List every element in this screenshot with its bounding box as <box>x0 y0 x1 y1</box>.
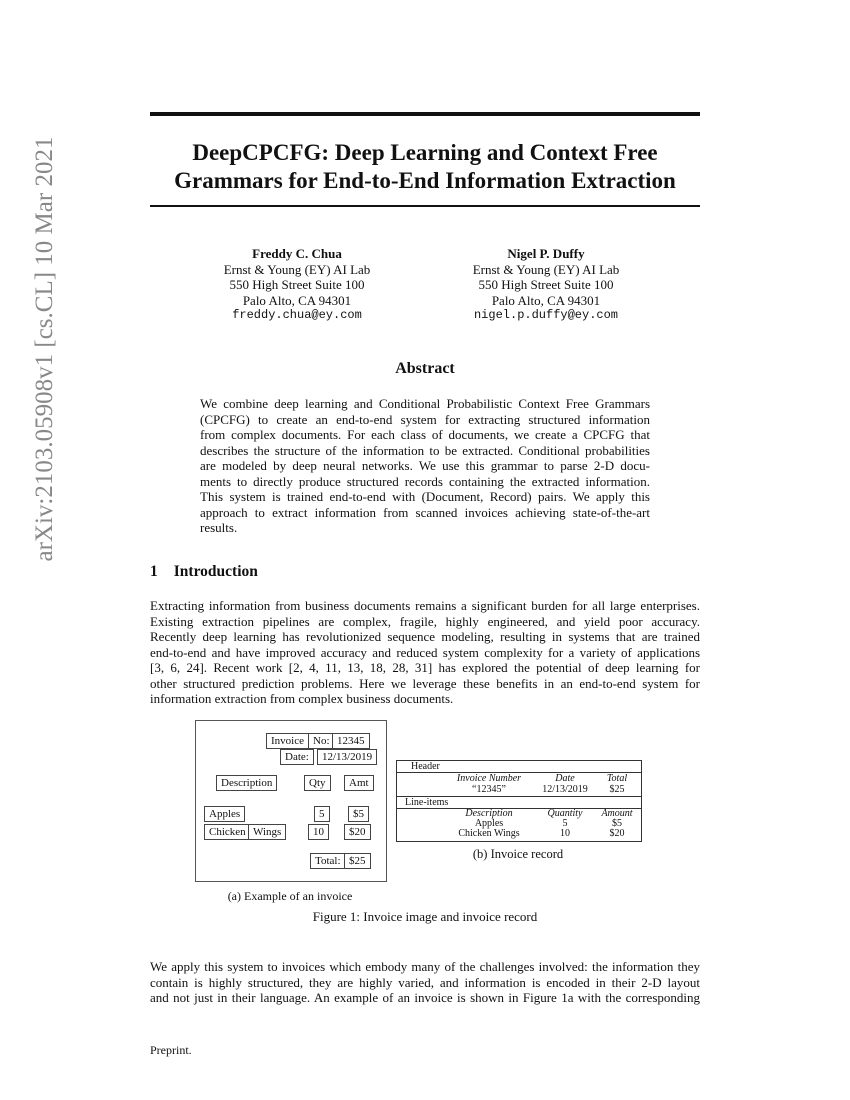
token-box: No: <box>308 733 335 749</box>
cell: Apples <box>474 818 504 829</box>
text-line: contain is highly structured, they are highly varied, and information is encoded in their 2-D layout <box>150 974 700 990</box>
text-line: [3, 6, 24]. Recent work [2, 4, 11, 13, 18, 28, 31] has explored the potential of deep learning for <box>150 660 700 675</box>
author-2 <box>446 246 646 324</box>
column-header: Description <box>465 808 513 819</box>
record-lineitems-label: Line-items <box>405 797 449 808</box>
top-rule <box>150 112 700 116</box>
cell: 10 <box>560 828 570 839</box>
section-title: Introduction <box>173 563 258 580</box>
cell: $25 <box>609 784 625 795</box>
text-line: approach to extract information from scanned invoices achieving state-of-the-art <box>200 504 650 520</box>
text-line: Recently deep learning has revolutionized sequence modeling, resulting in systems that are trained <box>150 629 700 644</box>
record-header-label: Header <box>411 761 440 772</box>
text-line: Existing extraction pipelines are complex, fragile, highly engineered, and yield poor accuracy. <box>150 613 700 629</box>
token-box: 10 <box>308 824 329 840</box>
token-box: Apples <box>204 806 245 822</box>
author-name: Nigel P. Duffy <box>507 246 585 261</box>
section-heading <box>150 563 258 581</box>
figure-caption: Figure 1: Invoice image and invoice record <box>312 909 538 924</box>
author-address: 550 High Street Suite 100 <box>478 277 614 292</box>
invoice-record-table <box>396 760 642 842</box>
column-header: Date <box>555 773 575 784</box>
token-box: 5 <box>314 806 330 822</box>
text-line: information extraction from complex business documents. <box>150 691 454 706</box>
body-paragraph <box>150 959 700 1006</box>
cell: 5 <box>562 818 568 829</box>
footer-note: Preprint. <box>150 1043 192 1057</box>
text-line: are modeled by deep neural networks. We use this grammar to parse 2-D docu- <box>200 458 650 473</box>
token-box: Total: <box>310 853 346 869</box>
author-affiliation: Ernst & Young (EY) AI Lab <box>472 261 620 277</box>
author-affiliation: Ernst & Young (EY) AI Lab <box>223 261 371 277</box>
abstract-body <box>200 396 650 536</box>
text-line: other structured prediction problems. Here we leverage these benefits in an end-to-end system for <box>150 675 700 691</box>
cell: Chicken Wings <box>458 828 520 839</box>
intro-paragraph <box>150 598 700 707</box>
token-box: 12/13/2019 <box>317 749 377 765</box>
text-line: We combine deep learning and Conditional Probabilistic Context Free Grammars <box>200 396 650 411</box>
token-box: Amt <box>344 775 374 791</box>
text-line: end-to-end and have improved accuracy and reduced system complexity for a variety of applications <box>150 644 700 660</box>
text-line: We apply this system to invoices which embody many of the challenges involved: the information they <box>150 959 700 974</box>
column-header: Amount <box>601 808 633 819</box>
token-box: Invoice <box>266 733 309 749</box>
cell: 12/13/2019 <box>542 784 588 795</box>
section-number: 1 <box>150 563 158 580</box>
token-box: $5 <box>348 806 369 822</box>
invoice-example-figure <box>195 720 387 882</box>
text-line: (CPCFG) to create an end-to-end system for extracting structured information <box>200 411 650 427</box>
token-box: Wings <box>248 824 286 840</box>
column-header: Quantity <box>547 808 583 819</box>
token-box: 12345 <box>332 733 370 749</box>
author-city: Palo Alto, CA 94301 <box>491 292 601 308</box>
subcaption-b: (b) Invoice record <box>472 847 564 861</box>
cell: “12345” <box>472 784 506 795</box>
text-line: Extracting information from business documents remains a significant burden for all large enterprises. <box>150 598 700 613</box>
cell: $5 <box>612 818 622 829</box>
text-line: describes the structure of the information to be extracted. Conditional probabilities <box>200 442 650 458</box>
title-bottom-rule <box>150 205 700 207</box>
author-email[interactable]: freddy.chua@ey.com <box>232 308 362 322</box>
arxiv-identifier: arXiv:2103.05908v1 [cs.CL] 10 Mar 2021 <box>31 136 58 562</box>
token-box: Chicken <box>204 824 251 840</box>
author-name: Freddy C. Chua <box>252 246 342 261</box>
token-box: $20 <box>344 824 371 840</box>
token-box: Description <box>216 775 277 791</box>
text-line: and not just in their language. An example of an invoice is shown in Figure 1a with the corresponding <box>150 990 700 1005</box>
token-box: Qty <box>304 775 331 791</box>
author-email[interactable]: nigel.p.duffy@ey.com <box>473 308 619 322</box>
author-address: 550 High Street Suite 100 <box>229 277 365 292</box>
text-line: This system is trained end-to-end with (Document, Record) pairs. We apply this <box>200 489 650 504</box>
text-line: from complex documents. For each class of documents, we create a CPCFG that <box>200 427 650 442</box>
cell: $20 <box>609 828 625 839</box>
column-header: Total <box>606 773 628 784</box>
column-header: Invoice Number <box>456 773 522 784</box>
title-line-2: Grammars for End-to-End Information Extraction <box>174 168 676 193</box>
author-city: Palo Alto, CA 94301 <box>242 292 352 308</box>
author-1 <box>197 246 397 324</box>
token-box: $25 <box>344 853 371 869</box>
token-box: Date: <box>280 749 314 765</box>
text-line: results. <box>200 520 238 535</box>
subcaption-a: (a) Example of an invoice <box>227 889 353 903</box>
text-line: ments to directly produce structured records containing the extracted information. <box>200 473 650 489</box>
title-line-1: DeepCPCFG: Deep Learning and Context Free <box>192 140 658 165</box>
abstract-heading: Abstract <box>395 360 455 377</box>
